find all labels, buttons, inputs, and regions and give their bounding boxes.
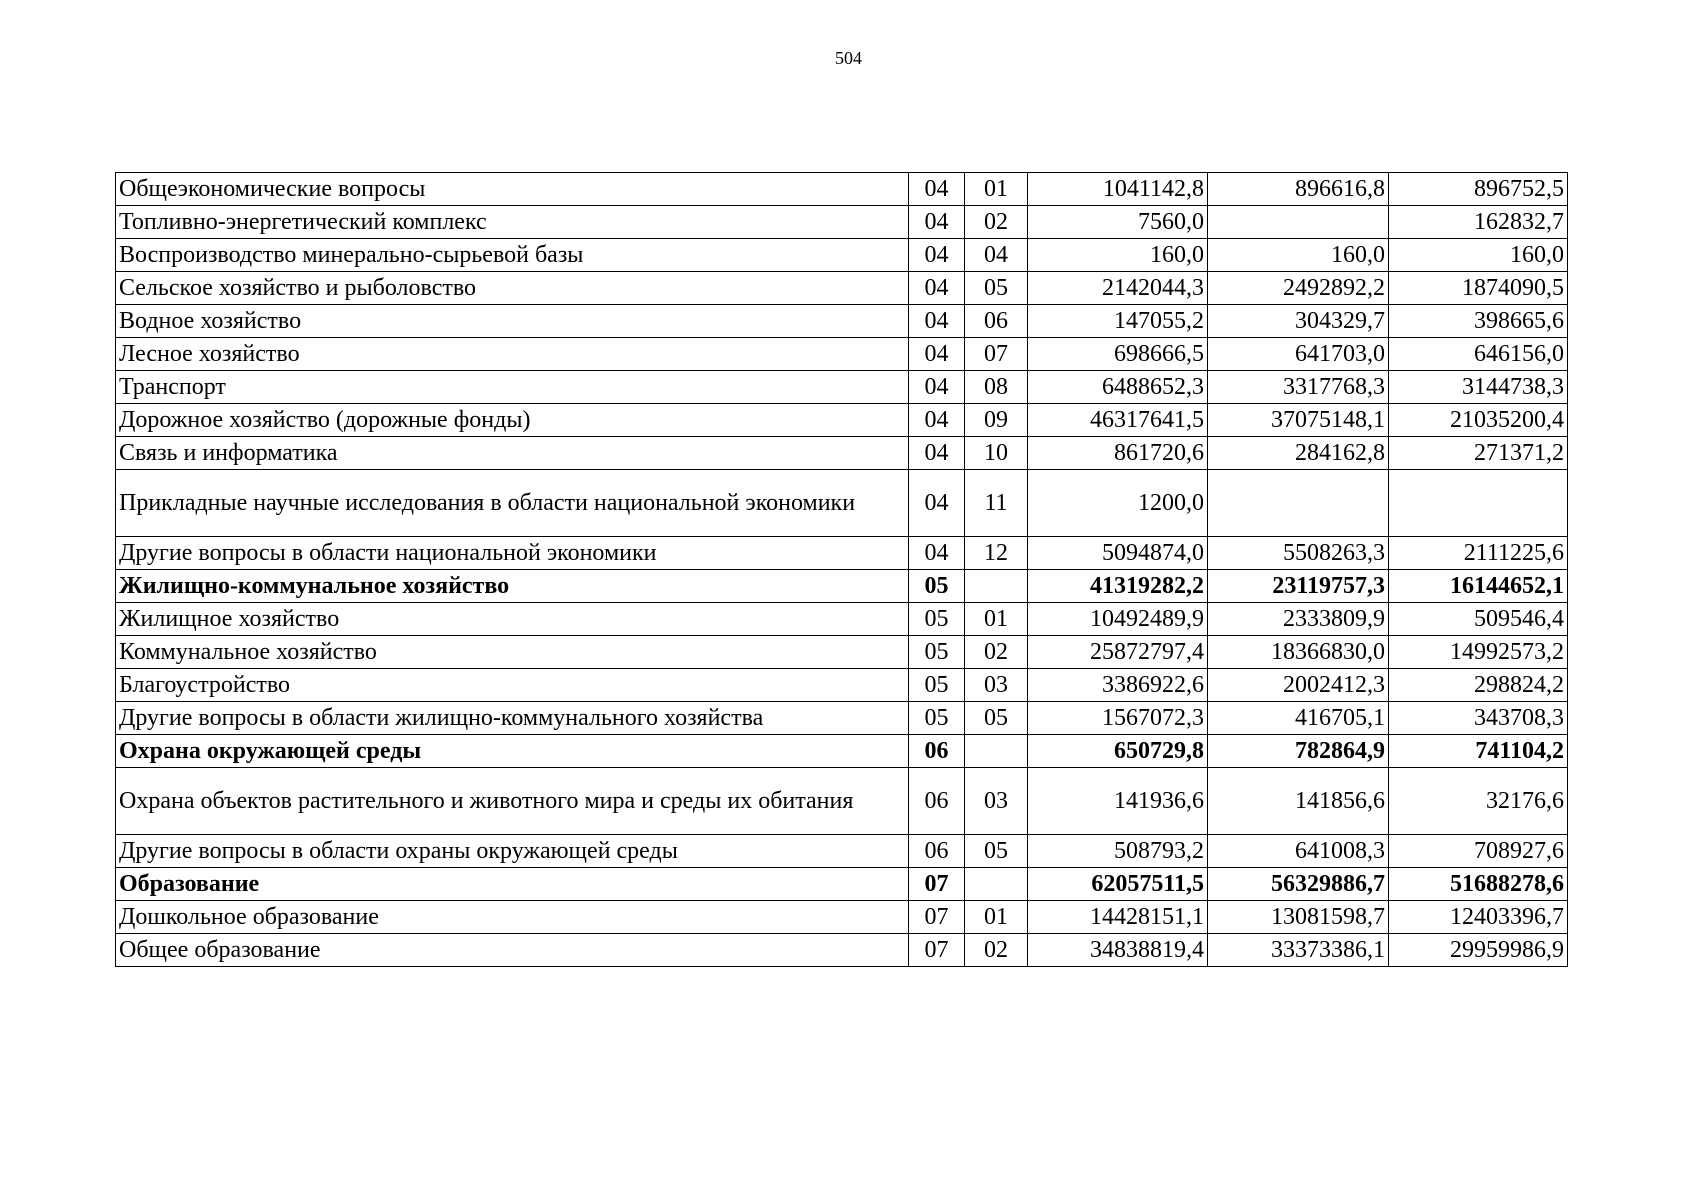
row-subsection-code-cell: 04 — [965, 239, 1028, 272]
row-section-code-cell: 04 — [909, 173, 965, 206]
row-name-cell: Охрана объектов растительного и животного мира и среды их обитания — [116, 768, 909, 835]
row-value-1-cell: 3386922,6 — [1028, 669, 1208, 702]
row-section-code-cell: 05 — [909, 702, 965, 735]
row-value-3-cell: 1874090,5 — [1389, 272, 1568, 305]
row-subsection-code-cell: 01 — [965, 603, 1028, 636]
row-value-1-cell: 508793,2 — [1028, 835, 1208, 868]
row-subsection-code-cell: 02 — [965, 206, 1028, 239]
row-name-cell: Лесное хозяйство — [116, 338, 909, 371]
row-value-3-cell: 29959986,9 — [1389, 934, 1568, 967]
row-value-2-cell — [1208, 206, 1389, 239]
row-value-3-cell: 271371,2 — [1389, 437, 1568, 470]
row-value-1-cell: 14428151,1 — [1028, 901, 1208, 934]
row-subsection-code-cell: 10 — [965, 437, 1028, 470]
row-subsection-code-cell: 05 — [965, 702, 1028, 735]
table-row — [116, 206, 1568, 239]
row-name-cell: Топливно-энергетический комплекс — [116, 206, 909, 239]
row-value-3-cell: 509546,4 — [1389, 603, 1568, 636]
row-value-2-cell: 896616,8 — [1208, 173, 1389, 206]
row-section-code-cell: 06 — [909, 735, 965, 768]
row-subsection-code-cell: 01 — [965, 901, 1028, 934]
row-section-code-cell: 06 — [909, 835, 965, 868]
row-subsection-code-cell: 05 — [965, 835, 1028, 868]
row-name-cell: Благоустройство — [116, 669, 909, 702]
row-name-cell: Воспроизводство минерально-сырьевой базы — [116, 239, 909, 272]
row-value-2-cell: 641008,3 — [1208, 835, 1389, 868]
row-name-cell: Другие вопросы в области охраны окружающей среды — [116, 835, 909, 868]
row-subsection-code-cell: 02 — [965, 636, 1028, 669]
row-value-1-cell: 62057511,5 — [1028, 868, 1208, 901]
row-value-3-cell: 741104,2 — [1389, 735, 1568, 768]
table-row — [116, 570, 1568, 603]
table-row — [116, 239, 1568, 272]
row-name-cell: Образование — [116, 868, 909, 901]
row-value-3-cell: 12403396,7 — [1389, 901, 1568, 934]
row-value-1-cell: 25872797,4 — [1028, 636, 1208, 669]
row-value-3-cell: 398665,6 — [1389, 305, 1568, 338]
table-row — [116, 338, 1568, 371]
row-value-3-cell: 298824,2 — [1389, 669, 1568, 702]
row-name-cell: Транспорт — [116, 371, 909, 404]
row-value-3-cell: 14992573,2 — [1389, 636, 1568, 669]
row-name-cell: Другие вопросы в области жилищно-коммунального хозяйства — [116, 702, 909, 735]
row-value-2-cell: 304329,7 — [1208, 305, 1389, 338]
row-name-cell: Другие вопросы в области национальной экономики — [116, 537, 909, 570]
row-section-code-cell: 04 — [909, 470, 965, 537]
row-subsection-code-cell: 02 — [965, 934, 1028, 967]
table-row — [116, 305, 1568, 338]
row-value-1-cell: 2142044,3 — [1028, 272, 1208, 305]
row-value-2-cell: 2002412,3 — [1208, 669, 1389, 702]
row-value-1-cell: 1567072,3 — [1028, 702, 1208, 735]
row-section-code-cell: 05 — [909, 603, 965, 636]
row-value-3-cell: 21035200,4 — [1389, 404, 1568, 437]
row-value-1-cell: 10492489,9 — [1028, 603, 1208, 636]
row-subsection-code-cell: 01 — [965, 173, 1028, 206]
row-value-2-cell: 2333809,9 — [1208, 603, 1389, 636]
row-name-cell: Прикладные научные исследования в области национальной экономики — [116, 470, 909, 537]
row-name-cell: Охрана окружающей среды — [116, 735, 909, 768]
row-value-1-cell: 7560,0 — [1028, 206, 1208, 239]
row-name-cell: Связь и информатика — [116, 437, 909, 470]
table-row — [116, 934, 1568, 967]
table-row — [116, 173, 1568, 206]
page-number: 504 — [835, 48, 862, 68]
row-section-code-cell: 04 — [909, 404, 965, 437]
row-subsection-code-cell: 06 — [965, 305, 1028, 338]
row-section-code-cell: 04 — [909, 371, 965, 404]
row-section-code-cell: 05 — [909, 636, 965, 669]
row-name-cell: Дорожное хозяйство (дорожные фонды) — [116, 404, 909, 437]
row-value-1-cell: 6488652,3 — [1028, 371, 1208, 404]
row-value-2-cell: 416705,1 — [1208, 702, 1389, 735]
row-value-3-cell: 162832,7 — [1389, 206, 1568, 239]
row-value-2-cell: 56329886,7 — [1208, 868, 1389, 901]
table-row — [116, 835, 1568, 868]
row-value-2-cell: 3317768,3 — [1208, 371, 1389, 404]
row-name-cell: Дошкольное образование — [116, 901, 909, 934]
table-row — [116, 636, 1568, 669]
row-name-cell: Сельское хозяйство и рыболовство — [116, 272, 909, 305]
row-value-3-cell: 32176,6 — [1389, 768, 1568, 835]
table-row — [116, 768, 1568, 835]
row-section-code-cell: 04 — [909, 437, 965, 470]
row-value-2-cell: 33373386,1 — [1208, 934, 1389, 967]
row-section-code-cell: 04 — [909, 239, 965, 272]
row-name-cell: Общеэкономические вопросы — [116, 173, 909, 206]
row-value-1-cell: 1200,0 — [1028, 470, 1208, 537]
row-value-3-cell: 896752,5 — [1389, 173, 1568, 206]
budget-table-body — [116, 173, 1568, 967]
row-value-1-cell: 698666,5 — [1028, 338, 1208, 371]
row-value-2-cell: 141856,6 — [1208, 768, 1389, 835]
row-section-code-cell: 07 — [909, 934, 965, 967]
row-value-1-cell: 141936,6 — [1028, 768, 1208, 835]
row-section-code-cell: 04 — [909, 305, 965, 338]
table-row — [116, 702, 1568, 735]
table-row — [116, 371, 1568, 404]
row-value-1-cell: 46317641,5 — [1028, 404, 1208, 437]
row-value-2-cell: 18366830,0 — [1208, 636, 1389, 669]
row-section-code-cell: 04 — [909, 537, 965, 570]
row-value-3-cell: 708927,6 — [1389, 835, 1568, 868]
row-value-3-cell — [1389, 470, 1568, 537]
row-subsection-code-cell — [965, 868, 1028, 901]
row-value-2-cell: 782864,9 — [1208, 735, 1389, 768]
row-name-cell: Коммунальное хозяйство — [116, 636, 909, 669]
row-value-3-cell: 2111225,6 — [1389, 537, 1568, 570]
row-subsection-code-cell: 07 — [965, 338, 1028, 371]
row-value-2-cell: 2492892,2 — [1208, 272, 1389, 305]
row-section-code-cell: 05 — [909, 570, 965, 603]
row-value-1-cell: 5094874,0 — [1028, 537, 1208, 570]
row-subsection-code-cell: 09 — [965, 404, 1028, 437]
row-value-3-cell: 16144652,1 — [1389, 570, 1568, 603]
row-value-3-cell: 646156,0 — [1389, 338, 1568, 371]
table-row — [116, 603, 1568, 636]
row-value-2-cell: 37075148,1 — [1208, 404, 1389, 437]
budget-table — [115, 172, 1568, 967]
table-row — [116, 901, 1568, 934]
row-subsection-code-cell — [965, 735, 1028, 768]
row-subsection-code-cell: 03 — [965, 669, 1028, 702]
row-subsection-code-cell: 08 — [965, 371, 1028, 404]
table-row — [116, 272, 1568, 305]
table-row — [116, 868, 1568, 901]
table-row — [116, 470, 1568, 537]
row-value-3-cell: 3144738,3 — [1389, 371, 1568, 404]
row-value-1-cell: 41319282,2 — [1028, 570, 1208, 603]
table-row — [116, 735, 1568, 768]
row-value-2-cell: 641703,0 — [1208, 338, 1389, 371]
row-name-cell: Жилищно-коммунальное хозяйство — [116, 570, 909, 603]
row-name-cell: Водное хозяйство — [116, 305, 909, 338]
row-section-code-cell: 07 — [909, 868, 965, 901]
row-section-code-cell: 04 — [909, 338, 965, 371]
row-name-cell: Общее образование — [116, 934, 909, 967]
row-subsection-code-cell: 03 — [965, 768, 1028, 835]
row-value-2-cell: 5508263,3 — [1208, 537, 1389, 570]
row-section-code-cell: 04 — [909, 272, 965, 305]
row-value-2-cell: 284162,8 — [1208, 437, 1389, 470]
row-subsection-code-cell — [965, 570, 1028, 603]
row-section-code-cell: 06 — [909, 768, 965, 835]
table-row — [116, 404, 1568, 437]
row-name-cell: Жилищное хозяйство — [116, 603, 909, 636]
row-subsection-code-cell: 05 — [965, 272, 1028, 305]
row-section-code-cell: 05 — [909, 669, 965, 702]
row-subsection-code-cell: 12 — [965, 537, 1028, 570]
row-value-2-cell: 23119757,3 — [1208, 570, 1389, 603]
row-value-1-cell: 1041142,8 — [1028, 173, 1208, 206]
row-value-3-cell: 160,0 — [1389, 239, 1568, 272]
row-value-1-cell: 650729,8 — [1028, 735, 1208, 768]
row-value-3-cell: 51688278,6 — [1389, 868, 1568, 901]
row-value-1-cell: 147055,2 — [1028, 305, 1208, 338]
row-section-code-cell: 04 — [909, 206, 965, 239]
row-section-code-cell: 07 — [909, 901, 965, 934]
row-value-1-cell: 861720,6 — [1028, 437, 1208, 470]
row-value-2-cell: 160,0 — [1208, 239, 1389, 272]
row-value-2-cell — [1208, 470, 1389, 537]
row-subsection-code-cell: 11 — [965, 470, 1028, 537]
row-value-2-cell: 13081598,7 — [1208, 901, 1389, 934]
row-value-1-cell: 34838819,4 — [1028, 934, 1208, 967]
row-value-1-cell: 160,0 — [1028, 239, 1208, 272]
row-value-3-cell: 343708,3 — [1389, 702, 1568, 735]
table-row — [116, 537, 1568, 570]
table-row — [116, 437, 1568, 470]
table-row — [116, 669, 1568, 702]
